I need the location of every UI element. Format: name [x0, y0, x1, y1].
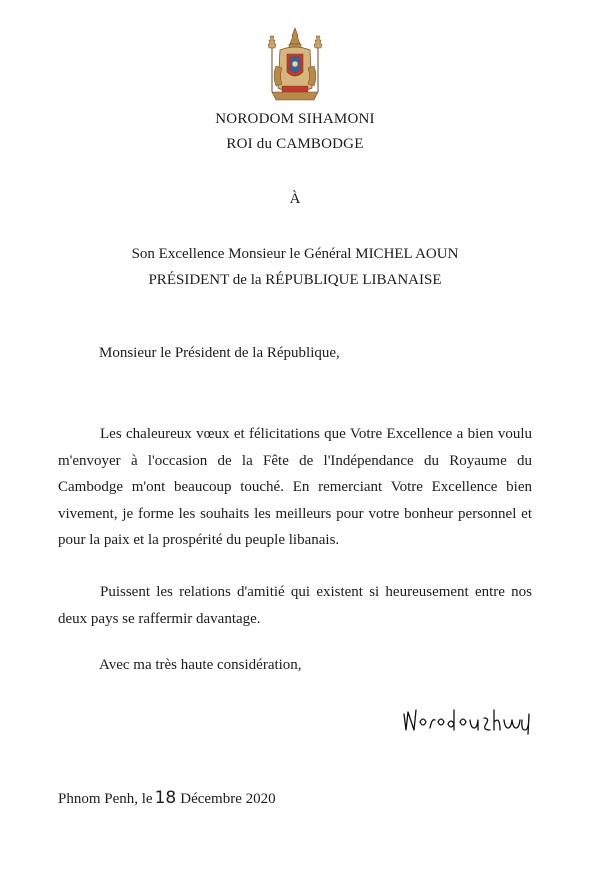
- place: Phnom Penh, le: [58, 791, 153, 807]
- handwritten-signature: [400, 700, 535, 736]
- body-paragraph-1: Les chaleureux vœux et félicitations que Votre Excellence a bien voulu m'envoyer à l'occasion de la Fête de l'Indépendance du Royaume du Cambodge m'ont beaucoup touché. En remerciant Votre Excellence bien vivement, je forme les souhaits les meilleurs pour votre bonheur personnel et pour la paix et la prospérité du peuple libanais.: [58, 426, 532, 548]
- sender-title: ROI du CAMBODGE: [226, 136, 364, 152]
- recipient-name: Son Excellence Monsieur le Général MICHEL AOUN: [131, 246, 459, 262]
- place-and-date: [58, 788, 276, 808]
- royal-arms-icon: [262, 26, 328, 104]
- date-month-year: Décembre 2020: [180, 791, 276, 807]
- sender-name: NORODOM SIHAMONI: [215, 111, 375, 127]
- closing-line: Avec ma très haute considération,: [99, 657, 302, 673]
- body-paragraph-2: Puissent les relations d'amitié qui existent si heureusement entre nos deux pays se raffermir davantage.: [58, 584, 532, 627]
- salutation: Monsieur le Président de la République,: [99, 345, 340, 361]
- recipient-title: PRÉSIDENT de la RÉPUBLIQUE LIBANAISE: [148, 272, 442, 288]
- addressee-preposition: À: [289, 191, 301, 207]
- date-day: 18: [154, 788, 177, 808]
